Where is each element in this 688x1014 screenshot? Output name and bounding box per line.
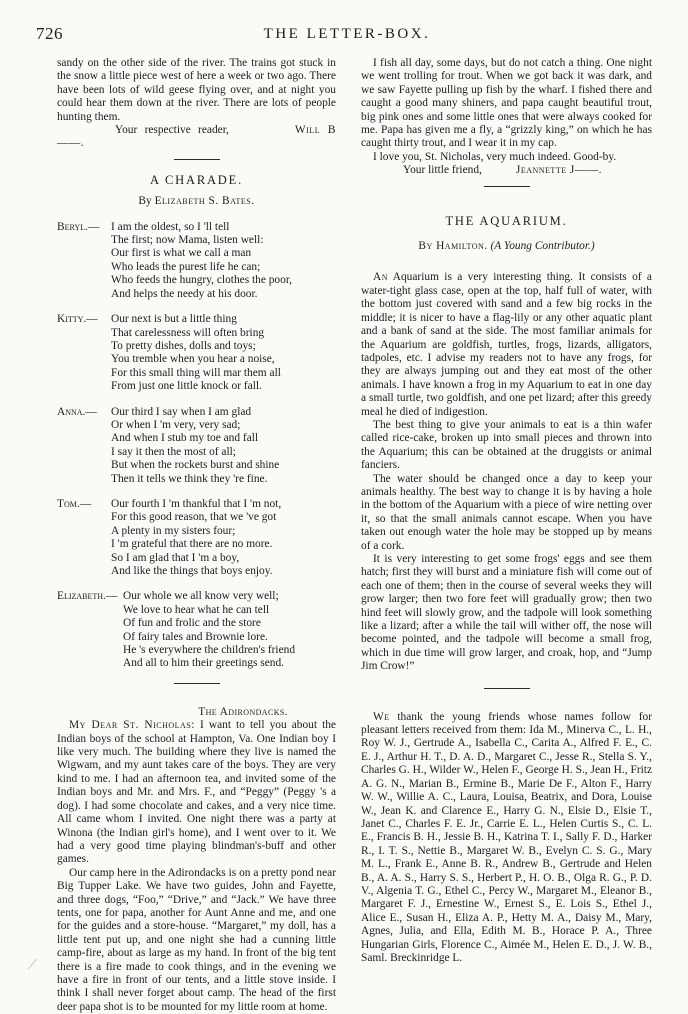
verse-line: Who feeds the hungry, clothes the poor,	[111, 274, 293, 287]
verse-line: And when I stub my toe and fall	[111, 432, 259, 445]
thanks-lead: We	[373, 710, 390, 723]
stanza-speaker: Tom.—	[57, 497, 92, 510]
verse-line: We love to hear what he can tell	[123, 603, 270, 616]
verse-line: Our whole we all know very well;	[123, 590, 279, 603]
verse-line: Of fairy tales and Brownie lore.	[123, 630, 268, 643]
salutation: My Dear St. Nicholas:	[69, 719, 195, 732]
verse-line: Or when I 'm very, very sad;	[111, 418, 241, 431]
verse-line: So I am glad that I 'm a boy,	[111, 551, 240, 564]
charade-author: Elizabeth S. Bates.	[154, 195, 255, 208]
aquarium-paragraph: It is very interesting to get some frogs' eggs and see them hatch; first they will burst and a miniature fish will come out of each one of them; then in the course of several weeks they will grow larger; then two fore feet will gradually grow; then two hind feet will slowly grow, and the tadpole will look something like a lizard; after a while the tail will wither off, the nose will become pointed, and the tadpole will become a small frog, which in due time will grow larger, and croak, hop, and “Jump Jim Crow!”	[361, 553, 652, 673]
page-header	[36, 24, 658, 46]
thanks-paragraph	[361, 711, 652, 966]
aquarium-byline	[361, 240, 652, 253]
stanza-speaker: Kitty.—	[57, 313, 98, 326]
verse-line: For this small thing will mar them all	[111, 366, 281, 379]
aquarium-author: By Hamilton.	[418, 240, 488, 253]
charade-stanza	[57, 221, 336, 301]
verse-line: I 'm grateful that there are no more.	[111, 538, 273, 551]
verse-line: A plenty in my sisters four;	[111, 524, 236, 537]
verse-line: I am the oldest, so I 'll tell	[111, 220, 230, 233]
verse-line: Of fun and frolic and the store	[123, 617, 261, 630]
thanks-body: thank the young friends whose names follow for pleasant letters received from them: Ida M., Minerva C., L. H., Roy W. J., Gertrude A., Isabella C., Carita A., Alfred F. E., C. E. J., Arthur H. T., D. A. D., Margaret C., Jesse R., Stella S. Y., Charles G. H., Wilder W., Helen F., George H. S., Jean H., Fritz A. G. N., Marian B., Ermine B., Marie De F., Alton F., Harry W. W., Willie A. C., Laura, Louisa, Beatrix, and Dora, Louise W., Jean K. and Clarence E., Harry G. N., Elsie D., Elsie T., Janet C., Charles F. E. Jr., Carrie E. L., Helen Curtis S., C. L. E., Francis B. H., Jessie B. H., Katrina T. I., Sally F. D., Harker R., I. T. S., Nettie B., Margaret W. B., Evelyn C. S. G., Mary M. L., Frank E., Anne B. R., Andrew B., Gertrude and Helen B., A. A. S., Harry S. S., Herbert P., H. O. B., Olga R. G., P. D. V., Algenia T. G., Ethel C., Percy W., Margaret M., Eleanor B., Margaret F. J., Ernestine W., Ernest S., E. Lois S., Ethel J., Alice E., Susan H., Eliza A. P., Hetty M. A., Daisy M., Mary, Agnes, Julia, and Ella, Edith M. B., Horace P. A., Three Hungarian Girls, Florence C., Aimée M., Helen E. D., J. W. B., Saml. Breckinridge L.	[361, 710, 652, 964]
left-column	[57, 57, 336, 1014]
intro-signature	[57, 124, 336, 151]
intro-paragraph: sandy on the other side of the river. The trains got stuck in the snow a little piece west of here a week or two ago. There have been lots of wild geese flying over, and at night you could hear them down at the river. There are lots of people hunting them.	[57, 57, 336, 123]
verse-line: Our first is what we call a man	[111, 247, 252, 260]
verse-line: But when the rockets burst and shine	[111, 459, 280, 472]
stanza-speaker: Elizabeth.—	[57, 590, 118, 603]
verse-line: You tremble when you hear a noise,	[111, 353, 275, 366]
verse-line: Who leads the purest life he can;	[111, 260, 261, 273]
verse-line: Our fourth I 'm thankful that I 'm not,	[111, 497, 282, 510]
verse-line: To pretty dishes, dolls and toys;	[111, 339, 256, 352]
charade-byline	[57, 195, 336, 208]
charade-stanza	[57, 406, 336, 486]
verse-line: I say it then the most of all;	[111, 445, 236, 458]
running-title: THE LETTER-BOX.	[263, 26, 431, 42]
verse-line: That carelessness will often bring	[111, 326, 265, 339]
charade-stanza	[57, 313, 336, 393]
love-line	[361, 151, 652, 164]
adirondacks-heading: The Adirondacks.	[198, 705, 288, 718]
verse-line: For this good reason, that we 've got	[111, 511, 277, 524]
charade-title: A CHARADE.	[149, 172, 243, 187]
verse-line: Our third I say when I am glad	[111, 405, 252, 418]
stanza-speaker: Anna.—	[57, 405, 97, 418]
verse-line: And like the things that boys enjoy.	[111, 565, 273, 577]
verse-line: And helps the needy at his door.	[111, 287, 258, 300]
right-column	[361, 57, 652, 965]
verse-line: He 's everywhere the children's friend	[123, 644, 296, 657]
stanza-speaker: Beryl.—	[57, 220, 100, 233]
page-number: 726	[36, 24, 63, 43]
love-line-text: I love you, St. Nicholas, very much indeed. Good-by.	[373, 150, 617, 163]
charade-stanza	[57, 498, 336, 578]
fishing-paragraph: I fish all day, some days, but do not catch a thing. One night we went trolling for trout. When we got back it was dark, and we saw Fayette pulling up fish by the wharf. I fished there and caught a good many shiners, and papa caught beautiful trout, big pink ones and some little ones that were always cooked for me. Papa has given me a fly, a “grizzly king,” on which he has caught thirty trout, and I wear it in my cap.	[361, 57, 652, 150]
aquarium-body-1: Aquarium is a very interesting thing. It consists of a water-tight glass case, open at the top, half full of water, with the bottom just covered with sand and a few big rocks in the middle; it is nicer to have a flag-lily or any other aquatic plant and a bank of sand at the side. The most familiar animals for the Aquarium are goldfish, turtles, frogs, lizards, alligators, tadpoles, etc. I advise my readers not to have any frogs, for they are always jumping out and they eat most of the other animals. I have known a frog in my Aquarium to eat in one day a small turtle, two goldfish, and one pet lizard; after this greedy meal he died of indigestion.	[361, 271, 652, 418]
paper-mark	[27, 959, 47, 979]
intro-sign-text: Your respective reader,	[115, 124, 229, 137]
aquarium-paragraph: The best thing to give your animals to eat is a thin wafer called rice-cake, broken up into small pieces and thrown into the Aquarium; this can be obtained at the druggists or animal fanciers.	[361, 418, 652, 472]
charade-byline-prefix: By	[138, 195, 152, 208]
aquarium-paragraph: The water should be changed once a day to keep your animals healthy. The best way to change it is by having a hole in the bottom of the Aquarium with a piece of wire netting over it, so that the small animals cannot escape. When you have taken out enough water the hole may be stopped up by means of a cork.	[361, 472, 652, 552]
verse-line: From just one little knock or fall.	[111, 380, 262, 393]
sign-name: Jeannette J——.	[515, 164, 602, 177]
aquarium-lead: An	[373, 271, 389, 284]
verse-line: And all to him their greetings send.	[123, 657, 285, 670]
intro-sign-name: Will B——.	[57, 124, 336, 150]
sign-prefix: Your little friend,	[403, 164, 482, 177]
adirondacks-paragraph	[57, 719, 336, 866]
aquarium-paragraph	[361, 271, 652, 418]
jeannette-signature	[361, 164, 652, 177]
aquarium-title: THE AQUARIUM.	[445, 213, 568, 228]
aquarium-byline-note: (A Young Contributor.)	[490, 240, 595, 253]
adirondacks-body-1: I want to tell you about the Indian boys of the school at Hampton, Va. One Indian boy I like very much. The building where they live is named the Wigwam, and my aunt takes care of the boys. They are very kind to me. I had an afternoon tea, and invited some of the Indian boys and Mr. and Mrs. F., and “Peggy” (Peggy 's a dog). I had some chocolate and cakes, and a very nice time. All came whom I invited. One night there was a party at Winona (the Indian girl's home), and I went over to it. We had a very good time playing blindman's-buff and other games.	[57, 719, 336, 866]
verse-line: The first; now Mama, listen well:	[111, 234, 264, 247]
verse-line: Our next is but a little thing	[111, 313, 237, 326]
verse-line: Then it tells we think they 're fine.	[111, 472, 268, 485]
charade-stanza	[57, 590, 336, 670]
adirondacks-paragraph: Our camp here in the Adirondacks is on a pretty pond near Big Tupper Lake. We have two guides, John and Fayette, and three dogs, “Foo,” “Drive,” and “Jack.” We have three tents, one for papa, another for Aunt Anne and me, and one for the guides and a store-house. “Margaret,” my doll, has a little tent put up, and one night she had a cunning little camp-fire, about as large as my hand. In front of the big tent there is a fire made to cook things, and in the evening we have a fire in front of our tents, and a little stove inside. I think I shall never forget about camp. The head of the first deer papa shot is to be mounted for my little room at home.	[57, 866, 336, 1013]
